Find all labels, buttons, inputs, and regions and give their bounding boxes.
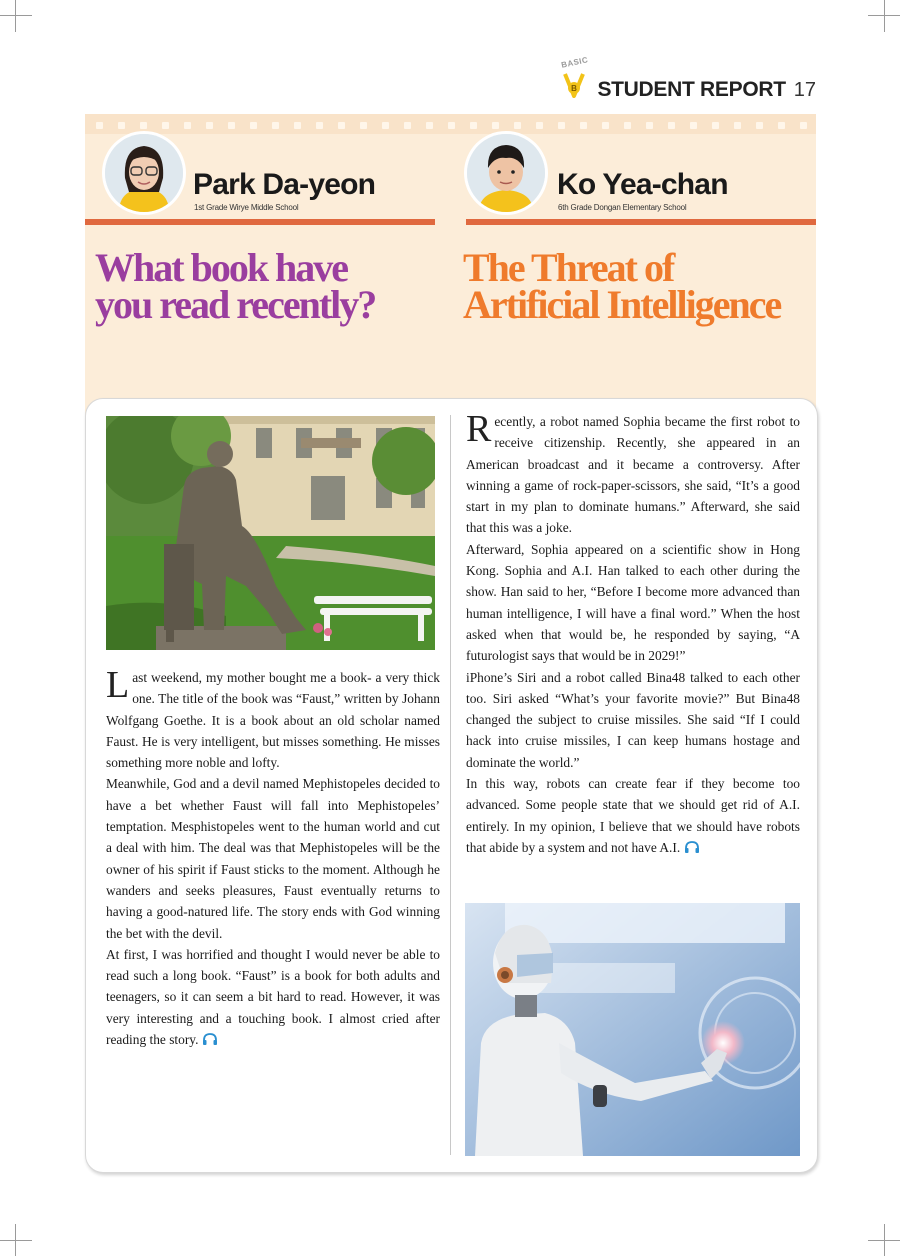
film-strip-square — [228, 122, 235, 129]
film-strip-square — [668, 122, 675, 129]
article-paragraph: Recently, a robot named Sophia became the first robot to receive citizenship. Recently, she appeared in an American broadcast and it became a controversy. After winning a game of rock-paper-scissors, she said, “It’s a good start in my plan to dominate humans.” Afterward, she said that this was a joke. — [466, 408, 800, 536]
left-headline — [95, 245, 376, 327]
crop-mark — [884, 1224, 885, 1256]
crop-mark — [0, 1240, 32, 1241]
girl-portrait-icon — [105, 134, 183, 212]
film-strip-square — [338, 122, 345, 129]
film-strip-square — [184, 122, 191, 129]
film-strip-square — [206, 122, 213, 129]
left-article — [106, 664, 440, 1050]
film-strip-square — [360, 122, 367, 129]
film-strip-square — [294, 122, 301, 129]
badge-b-icon — [563, 72, 585, 98]
headline-line: What book have — [95, 245, 348, 290]
article-paragraph: Afterward, Sophia appeared on a scientific show in Hong Kong. Sophia and A.I. Han talked to each other during the show. Han said to her, “Before I become more advanced than human intelligence, I will have a final word.” When the host asked when that would be, he responded by saying, “A futurologist says that would be in 2029!” — [466, 541, 800, 664]
column-divider — [450, 415, 451, 1155]
robot-photo — [465, 903, 800, 1156]
avatar-ko-yea-chan — [467, 134, 545, 212]
right-headline — [463, 245, 781, 327]
statue-photo — [106, 416, 435, 650]
article-paragraph: iPhone’s Siri and a robot called Bina48 talked to each other too. Siri asked “What’s your favorite movie?” But Bina48 changed the subject to cruise missiles. She said “If I could hack into cruise missiles, I can keep humans hostage and dominate the world.” — [466, 669, 800, 770]
page-header — [560, 55, 816, 102]
headline-line: Artificial Intelligence — [463, 282, 781, 327]
film-strip-square — [756, 122, 763, 129]
film-strip-square — [712, 122, 719, 129]
film-strip-square — [690, 122, 697, 129]
name-rule — [466, 219, 816, 225]
robot-image — [465, 903, 800, 1156]
headline-line: you read recently? — [95, 282, 376, 327]
author-school: 1st Grade Wirye Middle School — [194, 203, 299, 212]
avatar-park-da-yeon — [105, 134, 183, 212]
crop-mark — [0, 15, 32, 16]
badge-letter: B — [571, 84, 578, 93]
crop-mark — [15, 0, 16, 32]
author-name: Ko Yea-chan — [557, 168, 728, 201]
headphones-icon — [684, 840, 700, 854]
film-strip-square — [316, 122, 323, 129]
statue-image — [106, 416, 435, 650]
author-school: 6th Grade Dongan Elementary School — [558, 203, 687, 212]
film-strip-square — [272, 122, 279, 129]
basic-badge-icon — [560, 55, 590, 102]
headline-line: The Threat of — [463, 245, 674, 290]
film-strip-square — [800, 122, 807, 129]
film-strip-square — [536, 122, 543, 129]
article-paragraph: At first, I was horrified and thought I would never be able to read such a long book. “Faust” is a book for both adults and teenagers, so it can seem a bit hard to read. However, it was very interesting and a touching book. I almost cried after reading the story. — [106, 946, 440, 1048]
dropcap: R — [466, 408, 492, 450]
dropcap: L — [106, 664, 130, 706]
film-strip-square — [382, 122, 389, 129]
film-strip-square — [140, 122, 147, 129]
film-strip-square — [514, 122, 521, 129]
film-strip-square — [778, 122, 785, 129]
crop-mark — [15, 1224, 16, 1256]
film-strip-square — [492, 122, 499, 129]
name-rule — [85, 219, 435, 225]
film-strip-square — [250, 122, 257, 129]
section-title: STUDENT REPORT — [597, 78, 786, 101]
headphones-icon — [202, 1032, 218, 1046]
film-strip-square — [470, 122, 477, 129]
crop-mark — [884, 0, 885, 32]
film-strip-square — [118, 122, 125, 129]
author-name: Park Da-yeon — [193, 168, 376, 201]
film-strip-square — [734, 122, 741, 129]
film-strip-square — [162, 122, 169, 129]
film-strip-square — [96, 122, 103, 129]
film-strip-square — [624, 122, 631, 129]
page-number: 17 — [793, 79, 816, 101]
film-strip-square — [426, 122, 433, 129]
film-strip-square — [448, 122, 455, 129]
boy-portrait-icon — [467, 134, 545, 212]
film-strip-square — [404, 122, 411, 129]
film-strip-square — [646, 122, 653, 129]
article-paragraph: In this way, robots can create fear if they become too advanced. Some people state that we should get rid of A.I. entirely. In my opinion, I believe that we should have robots that abide by a system and not have A.I. — [466, 776, 800, 855]
article-paragraph: Meanwhile, God and a devil named Mephistopeles decided to have a bet whether Faust will fall into Mephistopeles’ temptation. Mesphistopeles went to the human world and cut a deal with him. The deal was that Mephistopeles will be the owner of his spirit if Faust sticks to the moment. Although he wanders and seeks pleasures, Faust eventually returns to having a good-natured life. The story ends with God winning the bet with the devil. — [106, 776, 440, 941]
film-strip-square — [558, 122, 565, 129]
film-strip-square — [602, 122, 609, 129]
badge-label: BASIC — [560, 55, 590, 70]
article-paragraph: Last weekend, my mother bought me a book- a very thick one. The title of the book was “Faust,” written by Johann Wolfgang Goethe. It is a book about an old scholar named Faust. He is very intelligent, but misses something. He misses something more noble and lofty. — [106, 664, 440, 771]
right-article — [466, 408, 800, 858]
film-strip-square — [580, 122, 587, 129]
